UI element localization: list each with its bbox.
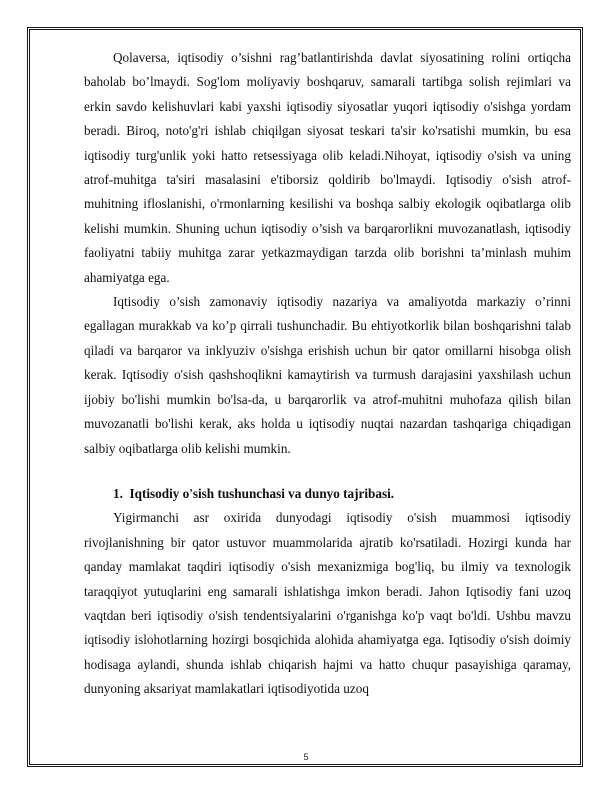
paragraph-intro: Qolaversa, iqtisodiy o’sishni rag’batlantirishda davlat siyosatining rolini ortiqcha baholab bo’lmaydi. Sog'lom moliyaviy boshqaruv, samarali tartibga solish rejimlari va erkin savdo kelishuvlari kabi yaxshi iqtisodiy siyosatlar yuqori iqtisodiy o'sishga yordam beradi. Biroq, noto'g'ri ishlab chiqilgan siyosat teskari ta'sir ko'rsatishi mumkin, bu esa iqtisodiy turg'unlik yoki hatto retsessiyaga olib keladi.Nihoyat, iqtisodiy o'sish va uning atrof-muhitga ta'siri masalasini e'tiborsiz qoldirib bo'lmaydi. Iqtisodiy o'sish atrof-muhitning ifloslanishi, o'rmonlarning kesilishi va boshqa salbiy ekologik oqibatlarga olib kelishi mumkin. Shuning uchun iqtisodiy o’sish va barqarorlikni muvozanatlash, iqtisodiy faoliyatni tabiiy muhitga zarar yetkazmaydigan tarzda olib borishni ta’minlash muhim ahamiyatga ega.: [84, 50, 571, 285]
page-number: 5: [303, 752, 309, 763]
paragraph-world-experience: Yigirmanchi asr oxirida dunyodagi iqtisodiy o'sish muammosi iqtisodiy rivojlanishning bir qator ustuvor muammolarida ajratib ko'rsatiladi. Hozirgi kunda har qanday mamlakat taqdiri iqtisodiy o'sish mexanizmiga bog'liq, bu ilmiy va texnologik taraqqiyot yutuqlarini eng samarali ishlatishga imkon beradi. Jahon Iqtisodiy fani uzoq vaqtdan beri iqtisodiy o'sish tendentsiyalarini o'rganishga ko'p vaqt bo'ldi. Ushbu mavzu iqtisodiy islohotlarning hozirgi bosqichida alohida ahamiyatga ega. Iqtisodiy o'sish doimiy hodisaga aylandi, shunda ishlab chiqarish hajmi va hatto chuqur pasayishiga qaramay, dunyoning aksariyat mamlakatlari iqtisodiyotida uzoq: [84, 510, 571, 697]
paragraph-growth-concept: Iqtisodiy o’sish zamonaviy iqtisodiy nazariya va amaliyotda markaziy o’rinni egallagan murakkab va ko’p qirrali tushunchadir. Bu ehtiyotkorlik bilan boshqarishni talab qiladi va barqaror va inklyuziv o'sishga erishish uchun bir qator omillarni hisobga olish kerak. Iqtisodiy o'sish qashshoqlikni kamaytirish va turmush darajasini yaxshilash uchun ijobiy bo'lishi mumkin bo'lsa-da, u barqarorlik va atrof-muhitni muhofaza qilish bilan muvozanatli bo'lishi kerak, aks holda u iqtisodiy nuqtai nazardan tashqariga chiqadigan salbiy oqibatlarga olib kelishi mumkin.: [84, 294, 571, 456]
section-number: 1.: [113, 485, 123, 501]
document-body: [84, 46, 571, 702]
spacer: [84, 461, 571, 482]
section-title: Iqtisodiy o'sish tushunchasi va dunyo tajribasi.: [129, 485, 395, 501]
section-heading: [84, 482, 571, 506]
